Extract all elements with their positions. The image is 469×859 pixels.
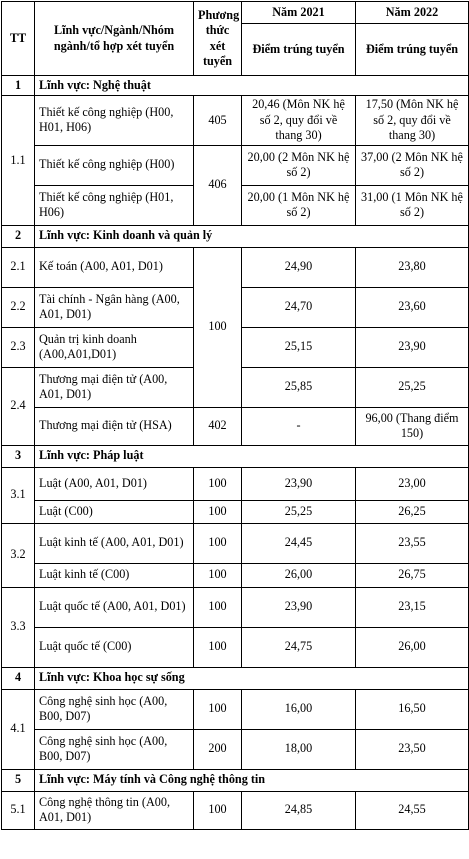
row-score-2022: 25,25 bbox=[356, 367, 469, 407]
section-title: Lĩnh vực: Pháp luật bbox=[35, 445, 469, 467]
section-title: Lĩnh vực: Khoa học sự sống bbox=[35, 667, 469, 689]
table-row bbox=[2, 407, 469, 445]
row-score-2022: 24,55 bbox=[356, 791, 469, 829]
table-row bbox=[2, 729, 469, 769]
table-row bbox=[2, 791, 469, 829]
row-score-2022: 31,00 (1 Môn NK hệ số 2) bbox=[356, 185, 469, 225]
row-major: Thiết kế công nghiệp (H00) bbox=[35, 145, 194, 185]
header-row bbox=[2, 2, 469, 24]
row-score-2022: 37,00 (2 Môn NK hệ số 2) bbox=[356, 145, 469, 185]
row-tt: 2.2 bbox=[2, 287, 35, 327]
row-score-2021: 25,85 bbox=[242, 367, 356, 407]
section-row bbox=[2, 225, 469, 247]
row-major: Luật quốc tế (C00) bbox=[35, 627, 194, 667]
row-score-2022: 23,50 bbox=[356, 729, 469, 769]
row-tt: 3.2 bbox=[2, 523, 35, 587]
row-score-2021: 25,25 bbox=[242, 500, 356, 523]
row-score-2022: 23,60 bbox=[356, 287, 469, 327]
row-method: 100 bbox=[194, 587, 242, 627]
row-major: Luật kinh tế (C00) bbox=[35, 563, 194, 587]
section-number: 3 bbox=[2, 445, 35, 467]
header-field: Lĩnh vực/Ngành/Nhóm ngành/tổ hợp xét tuyển bbox=[35, 2, 194, 76]
row-score-2021: 24,85 bbox=[242, 791, 356, 829]
row-method: 100 bbox=[194, 627, 242, 667]
row-score-2021: 20,00 (2 Môn NK hệ số 2) bbox=[242, 145, 356, 185]
row-method: 402 bbox=[194, 407, 242, 445]
row-tt: 2.3 bbox=[2, 327, 35, 367]
table-row bbox=[2, 247, 469, 287]
row-score-2022: 23,90 bbox=[356, 327, 469, 367]
row-score-2021: 24,70 bbox=[242, 287, 356, 327]
row-score-2021: 16,00 bbox=[242, 689, 356, 729]
section-number: 2 bbox=[2, 225, 35, 247]
table-row bbox=[2, 145, 469, 185]
header-tt: TT bbox=[2, 2, 35, 76]
row-method: 406 bbox=[194, 145, 242, 225]
row-score-2021: 23,90 bbox=[242, 467, 356, 500]
header-score-2021: Điểm trúng tuyển bbox=[242, 24, 356, 76]
section-row bbox=[2, 76, 469, 96]
row-score-2022: 26,25 bbox=[356, 500, 469, 523]
section-number: 1 bbox=[2, 76, 35, 96]
row-score-2021: 23,90 bbox=[242, 587, 356, 627]
row-major: Tài chính - Ngân hàng (A00, A01, D01) bbox=[35, 287, 194, 327]
row-major: Luật (A00, A01, D01) bbox=[35, 467, 194, 500]
admission-scores-table bbox=[1, 1, 469, 830]
section-title: Lĩnh vực: Máy tính và Công nghệ thông tin bbox=[35, 769, 469, 791]
row-method: 200 bbox=[194, 729, 242, 769]
row-score-2021: 20,00 (1 Môn NK hệ số 2) bbox=[242, 185, 356, 225]
row-tt: 5.1 bbox=[2, 791, 35, 829]
table-row bbox=[2, 96, 469, 146]
table-row bbox=[2, 500, 469, 523]
row-major: Công nghệ sinh học (A00, B00, D07) bbox=[35, 729, 194, 769]
table-row bbox=[2, 467, 469, 500]
row-major: Kế toán (A00, A01, D01) bbox=[35, 247, 194, 287]
row-major: Luật (C00) bbox=[35, 500, 194, 523]
row-score-2022: 17,50 (Môn NK hệ số 2, quy đổi về thang 30) bbox=[356, 96, 469, 146]
header-year-2021: Năm 2021 bbox=[242, 2, 356, 24]
row-score-2022: 26,75 bbox=[356, 563, 469, 587]
row-score-2022: 23,80 bbox=[356, 247, 469, 287]
row-score-2021: - bbox=[242, 407, 356, 445]
row-score-2021: 18,00 bbox=[242, 729, 356, 769]
row-score-2021: 26,00 bbox=[242, 563, 356, 587]
row-major: Thương mại điện tử (A00, A01, D01) bbox=[35, 367, 194, 407]
row-major: Quản trị kinh doanh (A00,A01,D01) bbox=[35, 327, 194, 367]
row-tt: 3.3 bbox=[2, 587, 35, 667]
row-major: Luật quốc tế (A00, A01, D01) bbox=[35, 587, 194, 627]
row-score-2021: 24,90 bbox=[242, 247, 356, 287]
row-tt: 4.1 bbox=[2, 689, 35, 769]
table-row bbox=[2, 689, 469, 729]
section-number: 4 bbox=[2, 667, 35, 689]
row-score-2022: 96,00 (Thang điểm 150) bbox=[356, 407, 469, 445]
section-row bbox=[2, 769, 469, 791]
header-method: Phương thức xét tuyển bbox=[194, 2, 242, 76]
row-score-2022: 23,00 bbox=[356, 467, 469, 500]
section-row bbox=[2, 445, 469, 467]
row-tt: 2.4 bbox=[2, 367, 35, 445]
row-score-2021: 24,75 bbox=[242, 627, 356, 667]
row-method: 405 bbox=[194, 96, 242, 146]
row-score-2022: 16,50 bbox=[356, 689, 469, 729]
row-score-2022: 23,15 bbox=[356, 587, 469, 627]
section-title: Lĩnh vực: Nghệ thuật bbox=[35, 76, 469, 96]
row-method: 100 bbox=[194, 791, 242, 829]
row-method: 100 bbox=[194, 500, 242, 523]
row-major: Công nghệ sinh học (A00, B00, D07) bbox=[35, 689, 194, 729]
row-method: 100 bbox=[194, 467, 242, 500]
row-major: Luật kinh tế (A00, A01, D01) bbox=[35, 523, 194, 563]
table-row bbox=[2, 523, 469, 563]
table-row bbox=[2, 627, 469, 667]
row-major: Thiết kế công nghiệp (H00, H01, H06) bbox=[35, 96, 194, 146]
row-major: Công nghệ thông tin (A00, A01, D01) bbox=[35, 791, 194, 829]
table-row bbox=[2, 563, 469, 587]
header-score-2022: Điểm trúng tuyển bbox=[356, 24, 469, 76]
row-score-2022: 23,55 bbox=[356, 523, 469, 563]
row-tt: 1.1 bbox=[2, 96, 35, 226]
section-row bbox=[2, 667, 469, 689]
table-row bbox=[2, 587, 469, 627]
header-year-2022: Năm 2022 bbox=[356, 2, 469, 24]
row-tt: 3.1 bbox=[2, 467, 35, 523]
row-method: 100 bbox=[194, 247, 242, 407]
row-score-2021: 20,46 (Môn NK hệ số 2, quy đổi về thang 30) bbox=[242, 96, 356, 146]
row-score-2022: 26,00 bbox=[356, 627, 469, 667]
row-method: 100 bbox=[194, 563, 242, 587]
row-tt: 2.1 bbox=[2, 247, 35, 287]
row-method: 100 bbox=[194, 689, 242, 729]
row-score-2021: 24,45 bbox=[242, 523, 356, 563]
section-number: 5 bbox=[2, 769, 35, 791]
row-major: Thiết kế công nghiệp (H01, H06) bbox=[35, 185, 194, 225]
row-score-2021: 25,15 bbox=[242, 327, 356, 367]
row-method: 100 bbox=[194, 523, 242, 563]
section-title: Lĩnh vực: Kinh doanh và quản lý bbox=[35, 225, 469, 247]
row-major: Thương mại điện tử (HSA) bbox=[35, 407, 194, 445]
